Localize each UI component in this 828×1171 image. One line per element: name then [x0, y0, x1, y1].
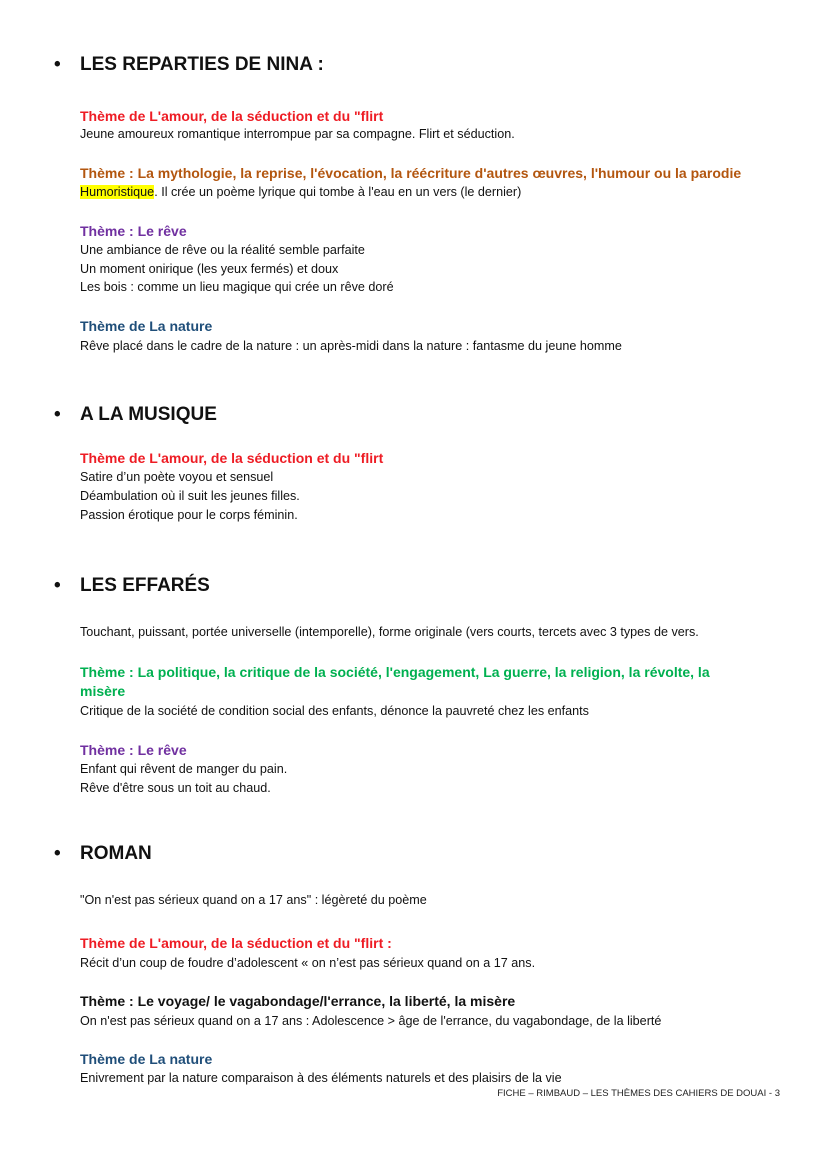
text-line: Enivrement par la nature comparaison à des éléments naturels et des plaisirs de la vie [80, 1071, 562, 1085]
bullet: • [54, 843, 61, 864]
highlighted-text: Humoristique [80, 185, 155, 199]
page-footer: FICHE – RIMBAUD – LES THÈMES DES CAHIERS DE DOUAI - 3 [497, 1088, 780, 1099]
text-line: Rêve placé dans le cadre de la nature : un après-midi dans la nature : fantasme du jeune homme [80, 339, 622, 353]
theme-heading: Thème : Le voyage/ le vagabondage/l'errance, la liberté, la misère [80, 993, 516, 1009]
text-line: Passion érotique pour le corps féminin. [80, 508, 298, 522]
text-line: Une ambiance de rêve ou la réalité semble parfaite [80, 243, 365, 257]
theme-heading: Thème : La mythologie, la reprise, l'évocation, la réécriture d'autres œuvres, l'humour ou la parodie [80, 165, 742, 181]
theme-heading: Thème de L'amour, de la séduction et du "flirt [80, 108, 384, 124]
theme-heading: Thème de L'amour, de la séduction et du "flirt [80, 450, 384, 466]
section-heading: A LA MUSIQUE [80, 404, 217, 425]
theme-heading: Thème de L'amour, de la séduction et du "flirt : [80, 935, 392, 951]
theme-heading: Thème : Le rêve [80, 223, 187, 239]
theme-heading: Thème de La nature [80, 1051, 213, 1067]
theme-heading-cont: misère [80, 683, 126, 699]
intro-line: "On n'est pas sérieux quand on a 17 ans" : légèreté du poème [80, 893, 427, 907]
theme-heading: Thème : Le rêve [80, 742, 187, 758]
section-heading: LES EFFARÉS [80, 575, 210, 596]
text-line: Jeune amoureux romantique interrompue par sa compagne. Flirt et séduction. [80, 127, 515, 141]
text-line: Critique de la société de condition social des enfants, dénonce la pauvreté chez les enfants [80, 704, 589, 718]
text-line: Déambulation où il suit les jeunes filles. [80, 489, 300, 503]
text-line [80, 183, 521, 201]
theme-heading: Thème de La nature [80, 318, 213, 334]
text-line: Un moment onirique (les yeux fermés) et doux [80, 262, 339, 276]
text-line-rest: . Il crée un poème lyrique qui tombe à l'eau en un vers (le dernier) [154, 185, 522, 199]
bullet: • [54, 575, 61, 596]
text-line: Enfant qui rêvent de manger du pain. [80, 762, 288, 776]
text-line: Récit d’un coup de foudre d’adolescent « on n’est pas sérieux quand on a 17 ans. [80, 956, 536, 970]
theme-heading: Thème : La politique, la critique de la société, l'engagement, La guerre, la religion, la révolte, la [80, 664, 710, 680]
section-heading: LES REPARTIES DE NINA : [80, 54, 324, 75]
text-line: Rêve d'être sous un toit au chaud. [80, 781, 271, 795]
text-line: Satire d’un poète voyou et sensuel [80, 470, 274, 484]
bullet: • [54, 404, 61, 425]
intro-line: Touchant, puissant, portée universelle (intemporelle), forme originale (vers courts, tercets avec 3 types de vers. [80, 625, 699, 639]
text-line: On n'est pas sérieux quand on a 17 ans : Adolescence > âge de l'errance, du vagabondage, de la liberté [80, 1014, 662, 1028]
bullet: • [54, 54, 61, 75]
text-line: Les bois : comme un lieu magique qui crée un rêve doré [80, 280, 394, 294]
section-heading: ROMAN [80, 843, 152, 864]
